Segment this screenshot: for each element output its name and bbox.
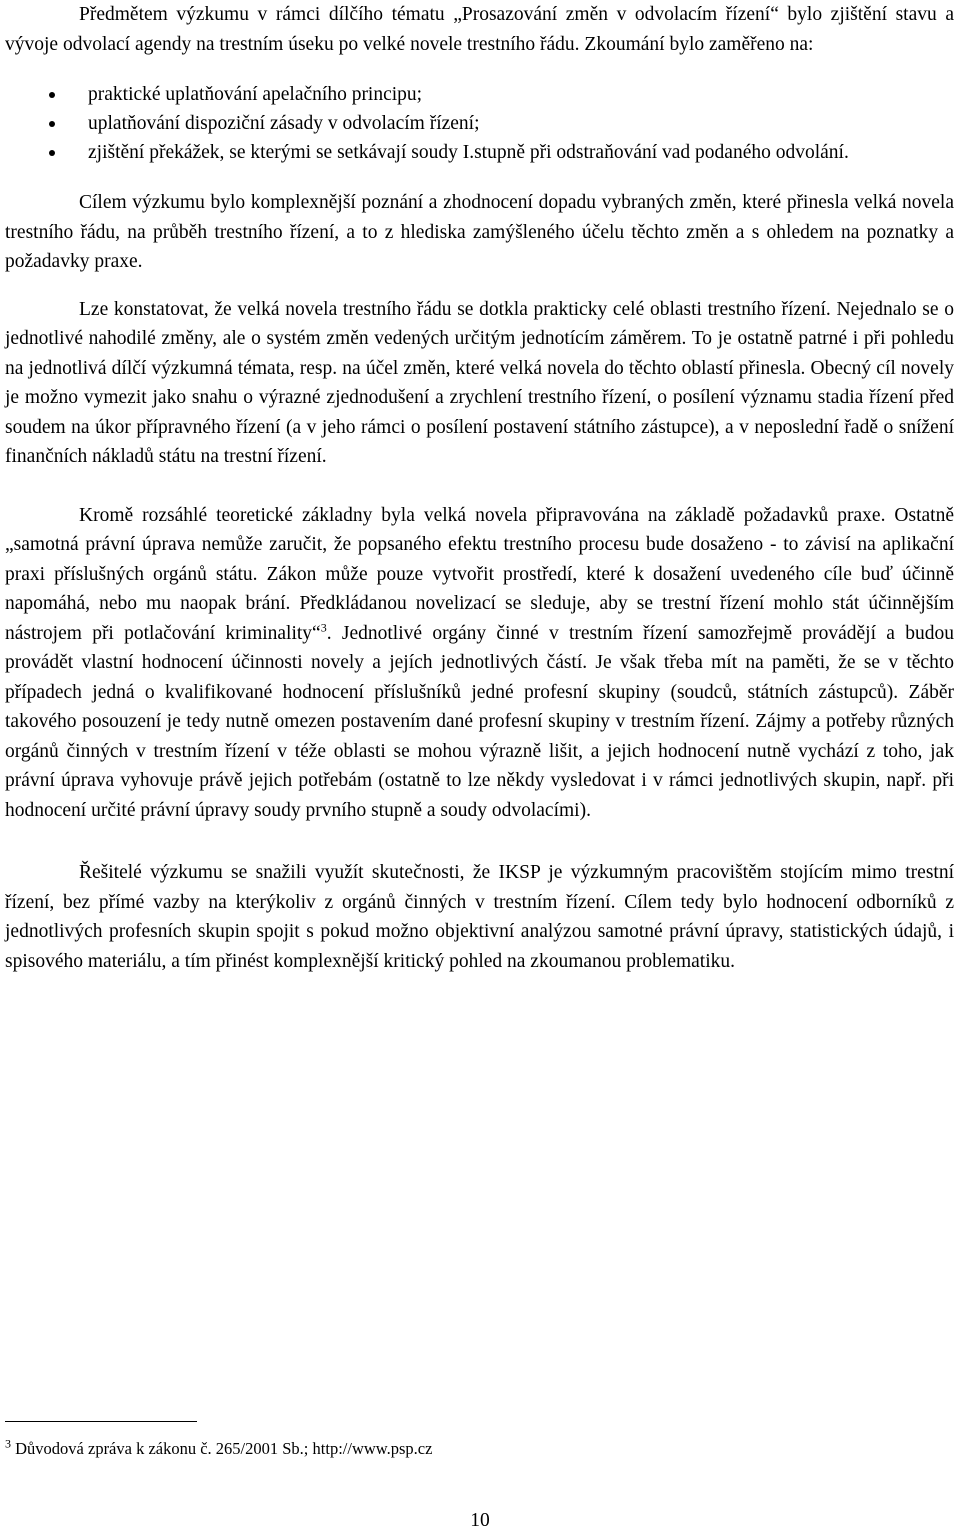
paragraph-conclusion: Lze konstatovat, že velká novela trestního řádu se dotkla prakticky celé oblasti trestního řízení. Nejednalo se o jednotlivé nahodilé změny, ale o systém změn vedených určitým jednotícím záměrem. To je ostatně patrné i při pohledu na jednotlivá dílčí výzkumná témata, resp. na účel změn, které velká novela do těchto oblastí přinesla. Obecný cíl novely je možno vymezit jako snahu o výrazné zjednodušení a zrychlení trestního řízení, o posílení významu stadia řízení před soudem na úkor přípravného řízení (a v jeho rámci o posílení postavení státního zástupce), a v neposlední řadě o snížení finančních nákladů státu na trestní řízení.: [5, 298, 954, 467]
list-item: praktické uplatňování apelačního principu;: [5, 80, 954, 109]
research-focus-list: [5, 80, 954, 167]
footnote-text: Důvodová zpráva k zákonu č. 265/2001 Sb.; http://www.psp.cz: [11, 1439, 433, 1458]
paragraph-goal: Cílem výzkumu bylo komplexnější poznání a zhodnocení dopadu vybraných změn, které přinesla velká novela trestního řádu, na průběh trestního řízení, a to z hlediska zamýšleného účelu těchto změn a s ohledem na poznatky a požadavky praxe.: [5, 192, 954, 272]
footnote-reference[interactable]: 3: [320, 620, 327, 634]
paragraph-practice: [5, 501, 954, 826]
list-item: zjištění překážek, se kterými se setkávají soudy I.stupně při odstraňování vad podaného odvolání.: [5, 138, 954, 167]
list-item: uplatňování dispoziční zásady v odvolacím řízení;: [5, 109, 954, 138]
paragraph-intro: Předmětem výzkumu v rámci dílčího tématu „Prosazování změn v odvolacím řízení“ bylo zjištění stavu a vývoje odvolací agendy na trestním úseku po velké novele trestního řádu. Zkoumání bylo zaměřeno na:: [5, 4, 954, 55]
paragraph-researchers: Řešitelé výzkumu se snažili využít skutečnosti, že IKSP je výzkumným pracovištěm stojícím mimo trestní řízení, bez přímé vazby na kterýkoliv z orgánů činných v trestním řízení. Cílem tedy bylo hodnocení odborníků z jednotlivých profesních skupin spojit s pokud možno objektivní analýzou samotné právní úpravy, statistických údajů, i spisového materiálu, a tím přinést komplexnější kritický pohled na zkoumanou problematiku.: [5, 862, 954, 972]
footnote-separator: [5, 1421, 197, 1422]
page-number: 10: [470, 1510, 490, 1531]
paragraph-practice-text-a: Kromě rozsáhlé teoretické základny byla velká novela připravována na základě požadavků praxe. Ostatně „samotná právní úprava nemůže zaručit, že popsaného efektu trestního procesu bude dosaženo - to závisí na aplikační praxi příslušných orgánů státu. Zákon může pouze vytvořit prostředí, které k dosažení uvedeného cíle buď účinně napomáhá, nebo mu naopak brání. Předkládanou novelizací se sleduje, aby se trestní řízení mohlo stát účinnějším nástrojem při potlačování kriminality“: [5, 504, 954, 644]
paragraph-practice-text-b: . Jednotlivé orgány činné v trestním řízení samozřejmě provádějí a budou provádět vlastní hodnocení účinnosti novely a jejích jednotlivých částí. Je však třeba mít na paměti, že se v těchto případech jedná o kvalifikované hodnocení příslušníků jedné profesní skupiny (soudců, státních zástupců). Záběr takového posouzení je tedy nutně omezen postavením dané profesní skupiny v trestním řízení. Zájmy a potřeby různých orgánů činných v trestním řízení v téže oblasti se mohou výrazně lišit, a jejich hodnocení nutně vychází z toho, jak právní úprava vyhovuje právě jejich potřebám (ostatně to lze někdy vysledovat i v rámci jednotlivých skupin, např. při hodnocení určité právní úpravy soudy prvního stupně a soudy odvolacími).: [5, 622, 954, 821]
footnote: [5, 1437, 432, 1461]
footnote-number: 3: [5, 1436, 11, 1451]
document-body: [5, 0, 954, 976]
